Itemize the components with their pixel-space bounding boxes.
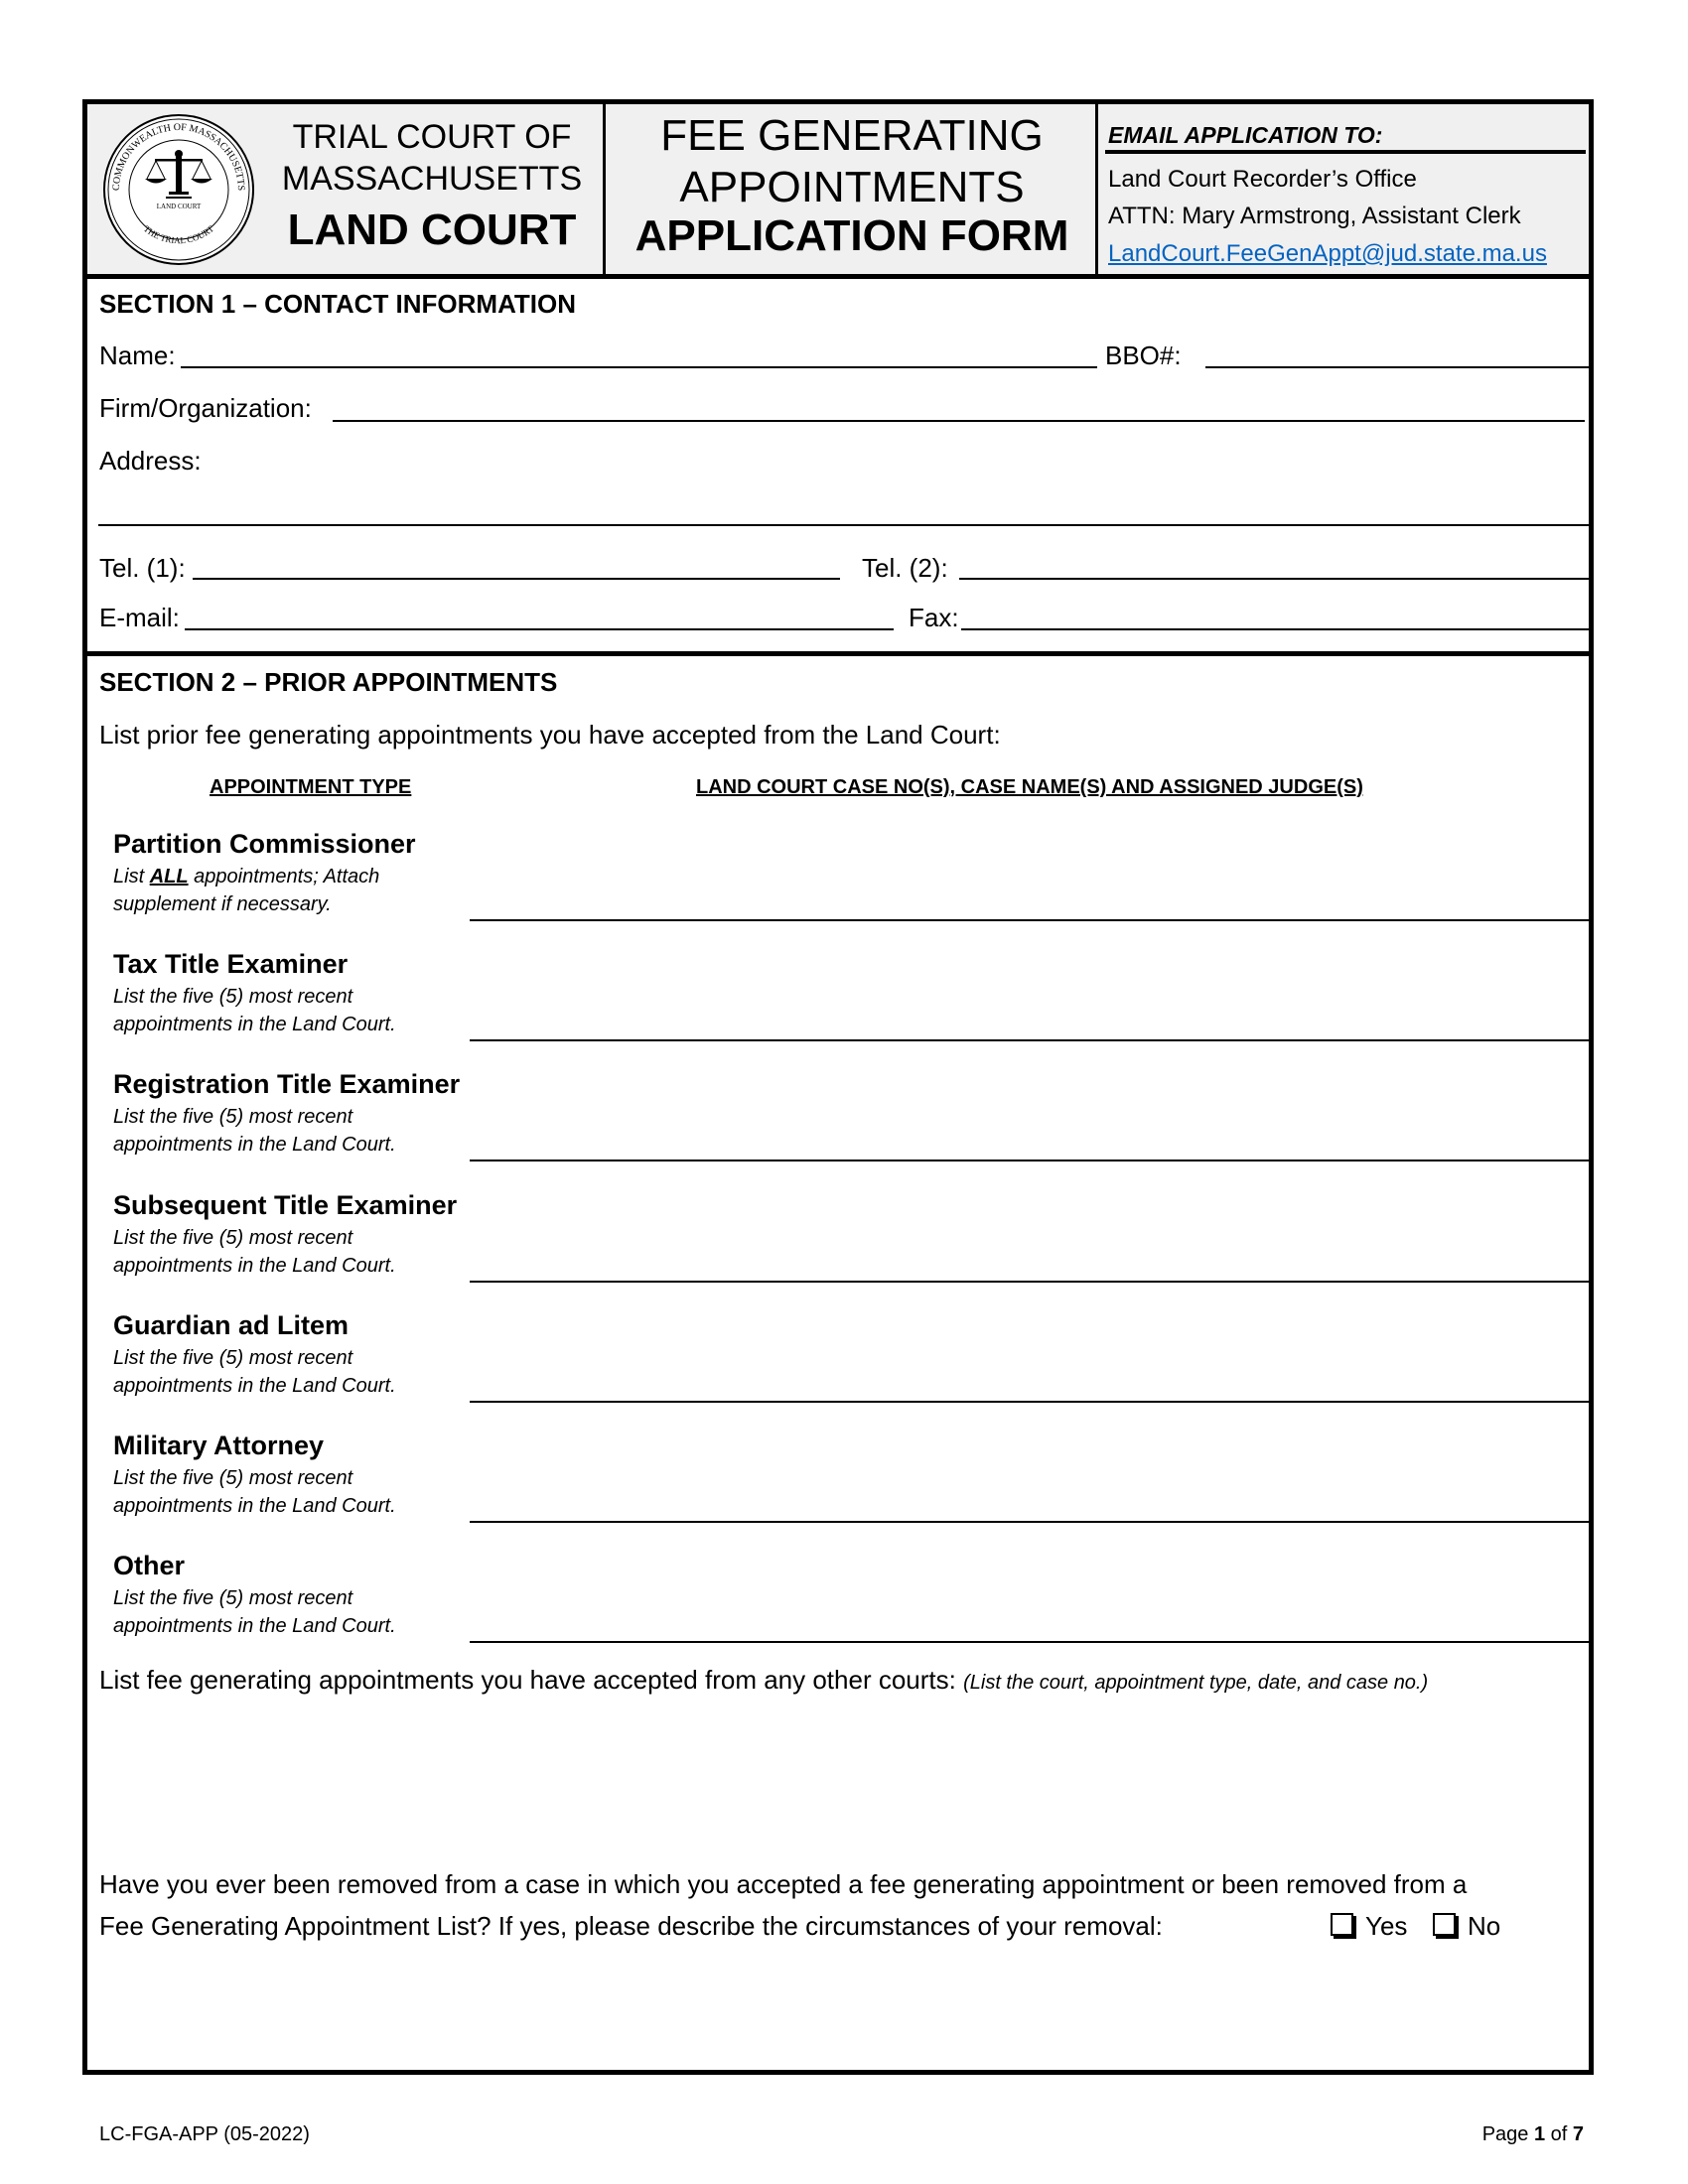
- appointment-type-title: Subsequent Title Examiner: [113, 1189, 458, 1220]
- case-details-field[interactable]: [470, 1211, 1589, 1279]
- seal-inner-text: LAND COURT: [156, 203, 202, 210]
- section2-heading: SECTION 2 – PRIOR APPOINTMENTS: [99, 667, 558, 697]
- appointment-type-instructions-line2: appointments in the Land Court.: [113, 1014, 396, 1036]
- appointment-type-instructions-line2: appointments in the Land Court.: [113, 1495, 396, 1517]
- bbo-field[interactable]: [1205, 366, 1589, 368]
- court-name-line2: MASSACHUSETTS: [281, 160, 583, 198]
- column-header-case-details: LAND COURT CASE NO(S), CASE NAME(S) AND ASSIGNED JUDGE(S): [696, 776, 1363, 798]
- recorder-office: Land Court Recorder’s Office: [1108, 166, 1417, 193]
- case-details-field[interactable]: [470, 1331, 1589, 1399]
- form-title-line1: FEE GENERATING: [660, 111, 1044, 160]
- appointment-type-instructions-line2: appointments in the Land Court.: [113, 1254, 396, 1277]
- appointment-type-title: Tax Title Examiner: [113, 949, 349, 980]
- yes-checkbox[interactable]: [1331, 1913, 1353, 1936]
- removal-question-line2: Fee Generating Appointment List? If yes, please describe the circumstances of your removal:: [99, 1911, 1163, 1941]
- other-courts-label: List fee generating appointments you have accepted from any other courts:: [99, 1665, 956, 1695]
- instructions-emphasis: ALL: [149, 866, 189, 887]
- appointment-type-title: Partition Commissioner: [113, 829, 416, 859]
- appointment-type-instructions-line2: appointments in the Land Court.: [113, 1374, 396, 1397]
- section-divider: [87, 651, 1589, 656]
- column-header-appointment-type: APPOINTMENT TYPE: [210, 776, 412, 798]
- address-field[interactable]: [98, 524, 1591, 526]
- seal-lower-text: THE TRIAL COURT: [141, 223, 216, 246]
- page-mid: of: [1545, 2123, 1573, 2145]
- email-application-heading: EMAIL APPLICATION TO:: [1108, 122, 1383, 148]
- appointment-type-instructions: [113, 865, 379, 888]
- appointment-type-title: Guardian ad Litem: [113, 1309, 350, 1340]
- form-id: LC-FGA-APP (05-2022): [99, 2123, 310, 2145]
- no-label: No: [1468, 1911, 1501, 1941]
- appointment-type-instructions: List the five (5) most recent: [113, 1106, 353, 1129]
- yes-label: Yes: [1365, 1911, 1408, 1941]
- fax-field[interactable]: [961, 628, 1592, 630]
- tel1-label: Tel. (1):: [99, 553, 186, 583]
- name-label: Name:: [99, 341, 176, 370]
- email-field[interactable]: [185, 628, 894, 630]
- court-name-line1: TRIAL COURT OF: [292, 118, 572, 156]
- email-heading-rule: [1105, 150, 1586, 154]
- fax-label: Fax:: [909, 603, 959, 632]
- case-details-field[interactable]: [470, 1090, 1589, 1158]
- page-prefix: Page: [1481, 2123, 1534, 2145]
- page-current: 1: [1533, 2123, 1546, 2145]
- appointment-type-instructions: List the five (5) most recent: [113, 1346, 353, 1369]
- instructions-text: appointments; Attach: [188, 866, 380, 887]
- no-checkbox[interactable]: [1433, 1913, 1456, 1936]
- court-name-line3: LAND COURT: [287, 205, 577, 254]
- case-details-underline: [470, 1281, 1589, 1283]
- other-courts-prompt: [99, 1665, 1428, 1698]
- firm-field[interactable]: [333, 420, 1585, 422]
- case-details-underline: [470, 1401, 1589, 1403]
- removal-description-area[interactable]: [99, 1951, 1589, 2060]
- case-details-underline: [470, 1521, 1589, 1523]
- appointment-type-instructions-line2: appointments in the Land Court.: [113, 1615, 396, 1638]
- page-number: [1482, 2122, 1584, 2146]
- name-field[interactable]: [181, 366, 1097, 368]
- case-details-underline: [470, 919, 1589, 921]
- header-divider: [603, 104, 606, 275]
- address-label: Address:: [99, 446, 202, 476]
- case-details-underline: [470, 1641, 1589, 1643]
- case-details-field[interactable]: [470, 970, 1589, 1037]
- instructions-text: List: [113, 866, 150, 887]
- appointment-type-instructions-line2: appointments in the Land Court.: [113, 1134, 396, 1157]
- form-title-line2: APPOINTMENTS: [679, 163, 1025, 211]
- appointment-type-title: Registration Title Examiner: [113, 1069, 461, 1100]
- appointment-type-instructions: List the five (5) most recent: [113, 1226, 353, 1249]
- appointment-type-title: Other: [113, 1551, 186, 1581]
- removal-question-line1: Have you ever been removed from a case in which you accepted a fee generating appointment or been removed from a: [99, 1869, 1468, 1899]
- header-divider: [1095, 104, 1098, 275]
- bbo-label: BBO#:: [1105, 341, 1182, 370]
- appointment-type-instructions: List the five (5) most recent: [113, 1467, 353, 1489]
- other-courts-note: (List the court, appointment type, date, and case no.): [963, 1672, 1429, 1694]
- page-total: 7: [1572, 2123, 1584, 2145]
- case-details-field[interactable]: [470, 1451, 1589, 1519]
- section1-heading: SECTION 1 – CONTACT INFORMATION: [99, 289, 577, 319]
- tel2-label: Tel. (2):: [862, 553, 948, 583]
- case-details-underline: [470, 1039, 1589, 1041]
- removal-yes-option[interactable]: [1331, 1911, 1407, 1941]
- land-court-seal-logo: [101, 112, 256, 267]
- case-details-field[interactable]: [470, 1571, 1589, 1639]
- removal-no-option[interactable]: [1433, 1911, 1500, 1941]
- appointment-type-instructions-line2: supplement if necessary.: [113, 893, 332, 915]
- case-details-field[interactable]: [470, 850, 1589, 917]
- attn-line: ATTN: Mary Armstrong, Assistant Clerk: [1108, 203, 1521, 229]
- appointment-type-title: Military Attorney: [113, 1431, 325, 1460]
- appointment-type-instructions: List the five (5) most recent: [113, 986, 353, 1009]
- email-link[interactable]: LandCourt.FeeGenAppt@jud.state.ma.us: [1108, 240, 1547, 267]
- header-bottom-rule: [87, 274, 1589, 279]
- seal-outer-text: COMMONWEALTH OF MASSACHUSETTS: [110, 121, 247, 192]
- case-details-underline: [470, 1160, 1589, 1161]
- appointment-type-instructions: List the five (5) most recent: [113, 1587, 353, 1610]
- tel2-field[interactable]: [959, 578, 1589, 580]
- firm-label: Firm/Organization:: [99, 393, 312, 423]
- email-label: E-mail:: [99, 603, 180, 632]
- form-title-line3: APPLICATION FORM: [634, 211, 1069, 260]
- other-courts-answer-area[interactable]: [99, 1700, 1589, 1858]
- section2-intro: List prior fee generating appointments you have accepted from the Land Court:: [99, 720, 1001, 750]
- tel1-field[interactable]: [193, 578, 840, 580]
